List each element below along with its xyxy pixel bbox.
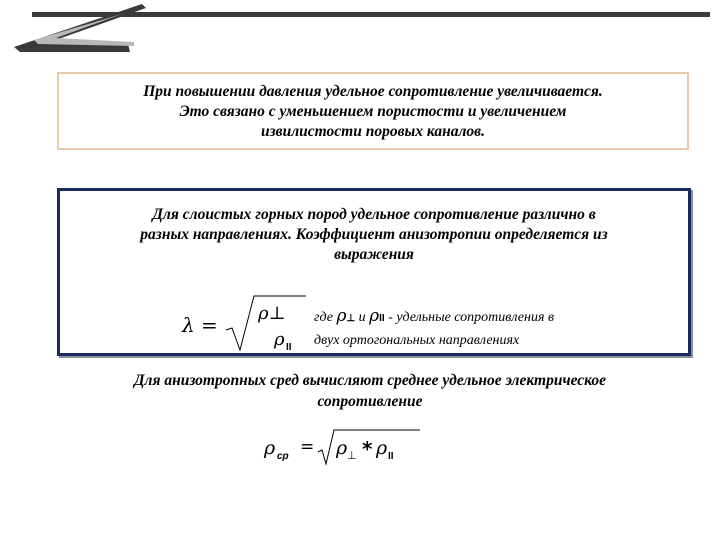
rho-description-line-2: двух ортогональных направлениях [314, 333, 520, 348]
par-subscript-2: II [388, 451, 394, 462]
rho-description-line-1 [314, 305, 694, 330]
formula-numerator: ρ⊥ [258, 303, 286, 324]
perp-subscript: ⊥ [346, 313, 356, 324]
rho-avg-symbol: ρ [264, 437, 276, 459]
anisotropy-text [60, 205, 688, 265]
perp-subscript-2: ⊥ [347, 449, 357, 462]
header-logo-graphic [10, 0, 710, 60]
rho-perp-symbol: ρ [336, 306, 347, 326]
pressure-note-line-3: извилистости поровых каналов. [261, 123, 485, 140]
equals-sign: = [300, 437, 315, 457]
rho-par-2: ρ [376, 437, 388, 459]
average-resistivity-text [40, 370, 700, 412]
average-resistivity-formula [262, 428, 422, 472]
anisotropy-line-2: разных направлениях. Коэффициент анизотропии определяется из [140, 226, 608, 243]
average-line-1: Для анизотропных сред вычисляют среднее удельное электрическое [133, 372, 607, 389]
formula-denominator-sub: II [286, 342, 292, 353]
average-line-2: сопротивление [317, 393, 423, 410]
anisotropy-line-3: выражения [334, 246, 414, 263]
rho-perp-2: ρ [336, 437, 348, 459]
header-bar [32, 12, 710, 17]
rho-avg-subscript: ср [277, 451, 289, 462]
desc-prefix: где [314, 310, 333, 325]
desc-suffix: - удельные сопротивления в [388, 310, 555, 325]
pressure-note-box [57, 72, 689, 150]
pressure-note-line-1: При повышении давления удельное сопротивление увеличивается. [143, 83, 603, 100]
anisotropy-line-1: Для слоистых горных пород удельное сопротивление различно в [152, 206, 596, 223]
pressure-note-line-2: Это связано с уменьшением пористости и увеличением [179, 103, 567, 120]
rho-par-symbol: ρ [369, 306, 380, 326]
desc-and: и [358, 310, 366, 325]
lambda-lhs: λ = [182, 313, 218, 337]
formula-denominator: ρ [274, 329, 285, 350]
par-subscript: II [379, 313, 385, 324]
rho-description [314, 305, 694, 352]
logo-wedge-light [34, 14, 134, 46]
multiply-star: * [362, 437, 373, 461]
anisotropy-formula [178, 294, 308, 354]
anisotropy-box [57, 188, 691, 356]
